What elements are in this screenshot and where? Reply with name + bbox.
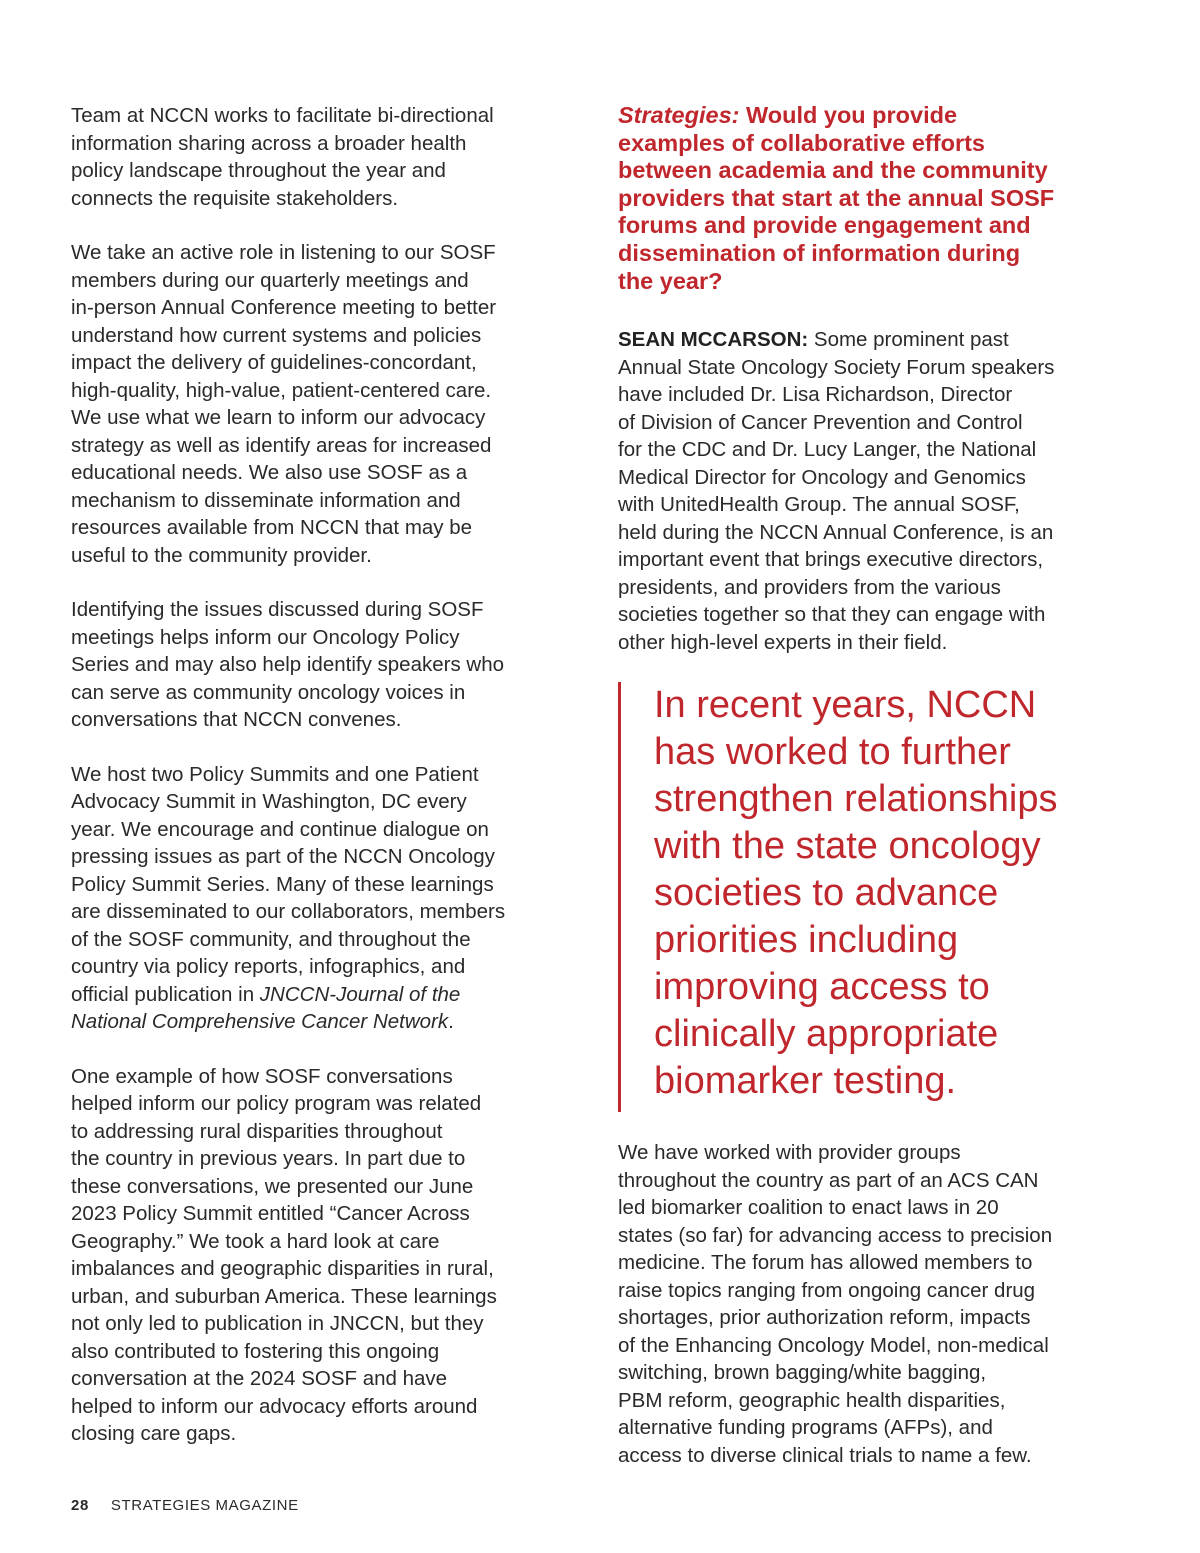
body-paragraph-1: Team at NCCN works to facilitate bi-directional information sharing across a broader health policy landscape throughout the year and connects the requisite stakeholders.	[71, 104, 494, 210]
question-text: Would you provide examples of collaborative efforts between academia and the community providers that start at the annual SOSF forums and provide engagement and dissemination of information during the year?	[618, 102, 1055, 294]
closing-paragraph: We have worked with provider groups throughout the country as part of an ACS CAN led biomarker coalition to enact laws in 20 states (so far) for advancing access to precision medicine. The forum has allowed members to raise topics ranging from ongoing cancer drug shortages, prior authorization reform, impacts of the Enhancing Oncology Model, non-medical switching, brown bagging/white bagging, PBM reform, geographic health disparities, alternative funding programs (AFPs), and access to diverse clinical trials to name a few.	[618, 1141, 1053, 1467]
right-column-bottom	[618, 1139, 1138, 1469]
pull-quote-text: In recent years, NCCN has worked to further strengthen relationships with the state oncology societies to advance priorities including improving access to clinically appropriate biomarker testing.	[654, 684, 1058, 1102]
journal-title: JNCCN-Journal of the National Comprehensive Cancer Network	[71, 982, 461, 1033]
body-paragraph-rural: One example of how SOSF conversations helped inform our policy program was related to addressing rural disparities throughout the country in previous years. In part due to these conversations, we presented our June 2023 Policy Summit entitled “Cancer Across Geography.” We took a hard look at care imbalances and geographic disparities in rural, urban, and suburban America. These learnings not only led to publication in JNCCN, but they also contributed to fostering this ongoing conversation at the 2024 SOSF and have helped to inform our advocacy efforts around closing care gaps.	[71, 1064, 497, 1445]
right-column	[618, 102, 1138, 656]
body-paragraph-2: We take an active role in listening to our SOSF members during our quarterly meetings and in-person Annual Conference meeting to better understand how current systems and policies impact the delivery of guidelines-concordant, high-quality, high-value, patient-centered care. We use what we learn to inform our advocacy strategy as well as identify areas for increased educational needs. We also use SOSF as a mechanism to disseminate information and resources available from NCCN that may be useful to the community provider.	[71, 241, 497, 567]
publication-name: STRATEGIES MAGAZINE	[110, 1497, 299, 1514]
left-column	[71, 102, 591, 1448]
page-footer	[71, 1497, 299, 1514]
interview-answer	[618, 326, 1138, 656]
pull-quote	[618, 682, 1138, 1112]
interview-question	[618, 102, 1138, 295]
body-paragraph-summits	[71, 761, 591, 1036]
summits-end: .	[448, 1010, 454, 1033]
answer-text: Some prominent past Annual State Oncology Society Forum speakers have included Dr. Lisa Richardson, Director of Division of Cancer Prevention and Control for the CDC and Dr. Lucy Langer, the National Medical Director for Oncology and Genomics with UnitedHealth Group. The annual SOSF, held during the NCCN Annual Conference, is an important event that brings executive directors, presidents, and providers from the various societies together so that they can engage with other high-level experts in their field.	[618, 328, 1055, 654]
speaker-name: SEAN MCCARSON:	[618, 328, 809, 352]
page-number: 28	[71, 1497, 89, 1514]
question-lead: Strategies:	[618, 102, 740, 128]
body-paragraph-3: Identifying the issues discussed during SOSF meetings helps inform our Oncology Policy Series and may also help identify speakers who can serve as community oncology voices in conversations that NCCN convenes.	[71, 598, 505, 731]
summits-text: We host two Policy Summits and one Patient Advocacy Summit in Washington, DC every year. We encourage and continue dialogue on pressing issues as part of the NCCN Oncology Policy Summit Series. Many of these learnings are disseminated to our collaborators, members of the SOSF community, and throughout the country via policy reports, infographics, and official publication in	[71, 762, 506, 1006]
